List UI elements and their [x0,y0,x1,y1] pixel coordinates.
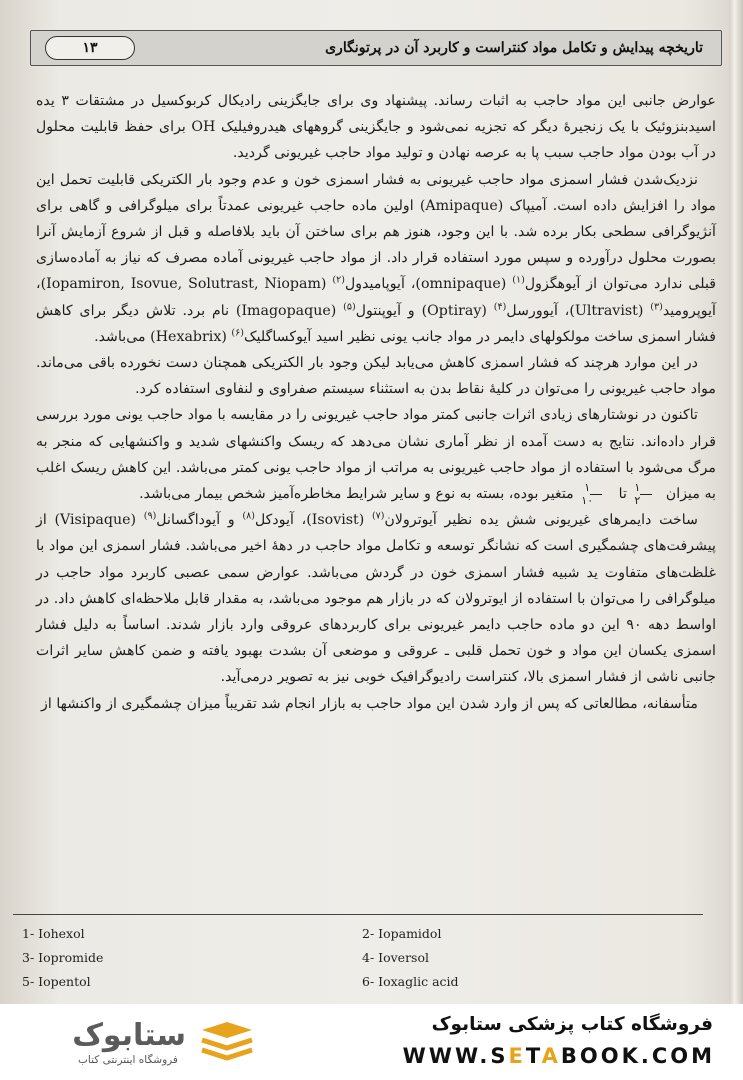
footnote-item: 1- Iohexol [22,926,85,941]
paragraph-1: عوارض جانبی این مواد حاجب به اثبات رساند. پیشنهاد وی برای جایگزینی رادیکال کربوکسیل در مشتقات ۳ یده اسیدبنزوئیک با یک زنجیرهٔ دیگر که تجزیه نمی‌شود و جایگزینی گروههای هیدروفیلیک OH برای حفظ قابلیت محلول در آب بودن مواد حاجب سبب پا به عرصه نهادن و تولید مواد حاجب غیریونی گردید. [36,93,716,162]
logo-wordmark: ستابوک [72,1018,186,1053]
paragraph-2: نزدیک‌شدن فشار اسمزی مواد حاجب غیریونی به فشار اسمزی خون و عدم وجود بار الکتریکی قابلیت تحمل این مواد را افزایش داده است. آمیپاک (Amipaque) اولین ماده حاجب غیریونی عمدتاً برای میلوگرافی و گاهی برای آنژیوگرافی سطحی بکار برده شد. با این وجود، هنوز هم برای ساختن آن باید بلافاصله و قبل از شروع آزمایش آنرا بصورت محلول درآورده و سپس مورد استفاده قرار داد. از مواد حاجب غیریونی آماده مصرف که نیاز به آماده‌سازی قبلی ندارد می‌توان از آیوهگزول$^{(۱)}$ (omnipaque)، آیوپامیدول$^{(۲)}$ (Iopamiron, Isovue, Solutrast, Niopam)، آیوپرومید$^{(۳)}$ (Ultravist)، آیوورسل$^{(۴)}$ (Optiray) و آیوپنتول$^{(۵)}$ (Imagopaque) نام برد. تلاش دیگر برای کاهش فشار اسمزی ساخت مولکولهای دایمر در مواد جانب یونی نظیر اسید آیوکساگلیک$^{(۶)}$ (Hexabrix) می‌باشد. [36,171,717,345]
footnote-item: 6- Ioxaglic acid [362,974,459,989]
fraction-tenth: $\frac{۱}{۱۰}$ [581,482,611,507]
page-number: ۱۳ [45,36,135,60]
paragraph-5: ساخت دایمرهای غیریونی شش یده نظیر آیوترولان$^{(۷)}$ (Isovist)، آیودکل$^{(۸)}$ و آیوداگسانل$^{(۹)}$ (Visipaque) از پیشرفت‌های چشمگیری است که نشانگر توسعه و تکامل مواد حاجب در دههٔ اخیر می‌باشد. فشار اسمزی این مواد با غلظت‌های متفاوت ید شبیه فشار اسمزی خون در گردش می‌باشد. عوارض سمی عصبی کاربرد مواد حاجب در میلوگرافی را می‌توان با استفاده از ایوترولان که در بازار هم موجود می‌باشد، به مقدار قابل ملاحظه‌ای کاهش داد. در اواسط دهه ۹۰ این دو ماده حاجب دایمر غیریونی برای کاربردهای عروقی وارد بازار شدند. اساساً به دلیل فشار اسمزی یکسان این مواد و خون تحمل قلبی ـ عروقی و موضعی آن بشدت بهبود یافته و ضمن کاهش سایر اثرات جانبی ناشی از فشار اسمزی بالا، کنتراست رادیوگرافیک خوبی نیز به تصویر درمی‌آید. [36,510,717,686]
store-url[interactable]: WWW.SETABOOK.COM [402,1044,715,1068]
footnote-mark: (۸) [242,510,255,522]
footnote-mark: (۹) [143,510,157,522]
footnote-mark: (۲) [332,274,345,286]
footnote-mark: (۵) [343,300,356,312]
paragraph-3: در این موارد هرچند که فشار اسمزی کاهش می‌یابد لیکن وجود بار الکتریکی همچنان دست نخورده باقی می‌ماند. مواد حاجب غیریونی را می‌توان در کلیهٔ نقاط بدن به استثناء سیستم صفراوی و لنفاوی استفاده کرد. [36,355,716,398]
running-header [30,30,722,66]
page-binding-shadow [729,0,743,1004]
store-banner [0,1004,743,1080]
footnote-mark: (۶) [231,327,244,339]
fraction-half: $\frac{۱}{۲}$ [634,482,658,507]
logo-subtitle: فروشگاه اینترنتی کتاب [78,1054,178,1066]
footnote-mark: (۷) [371,510,385,522]
paragraph-6: متأسفانه، مطالعاتی که پس از وارد شدن این مواد حاجب به بازار انجام شد تقریباً میزان چشمگیری از واکنشها از [41,695,698,712]
footnote-item: 4- Ioversol [362,950,429,965]
footnotes [22,922,682,994]
footnote-item: 3- Iopromide [22,950,104,965]
store-logo[interactable] [28,1018,258,1070]
footnote-mark: (۳) [650,300,663,312]
footnote-mark: (۴) [493,300,507,312]
chapter-title: تاریخچه پیدایش و تکامل مواد کنتراست و کاربرد آن در پرتونگاری [325,40,703,56]
paragraph-4: تاکنون در نوشتارهای زیادی اثرات جانبی کمتر مواد حاجب غیریونی را در مقایسه با مواد حاجب یونی مورد بررسی قرار داده‌اند. نتایج به دست آمده از نظر آماری نشان می‌دهد که ریسک واکنشهای شدید و واکنشهایی که منجر به مرگ می‌شود با استفاده از مواد حاجب غیریونی به مراتب از مواد حاجب یونی کمتر می‌باشد. این کاهش ریسک اغلب به میزان $\frac{۱}{۲}$ تا $\frac{۱}{۱۰}$ متغیر بوده، بسته به نوع و سایر شرایط مخاطره‌آمیز شخص بیمار می‌باشد. [36,407,716,507]
store-title: فروشگاه کتاب پزشکی ستابوک [431,1014,713,1035]
book-stack-icon [198,1020,256,1068]
footnote-mark: (۱) [512,274,525,286]
footnote-item: 5- Iopentol [22,974,91,989]
footnote-divider [13,914,703,915]
footnote-item: 2- Iopamidol [362,926,442,941]
body-text [36,88,716,717]
